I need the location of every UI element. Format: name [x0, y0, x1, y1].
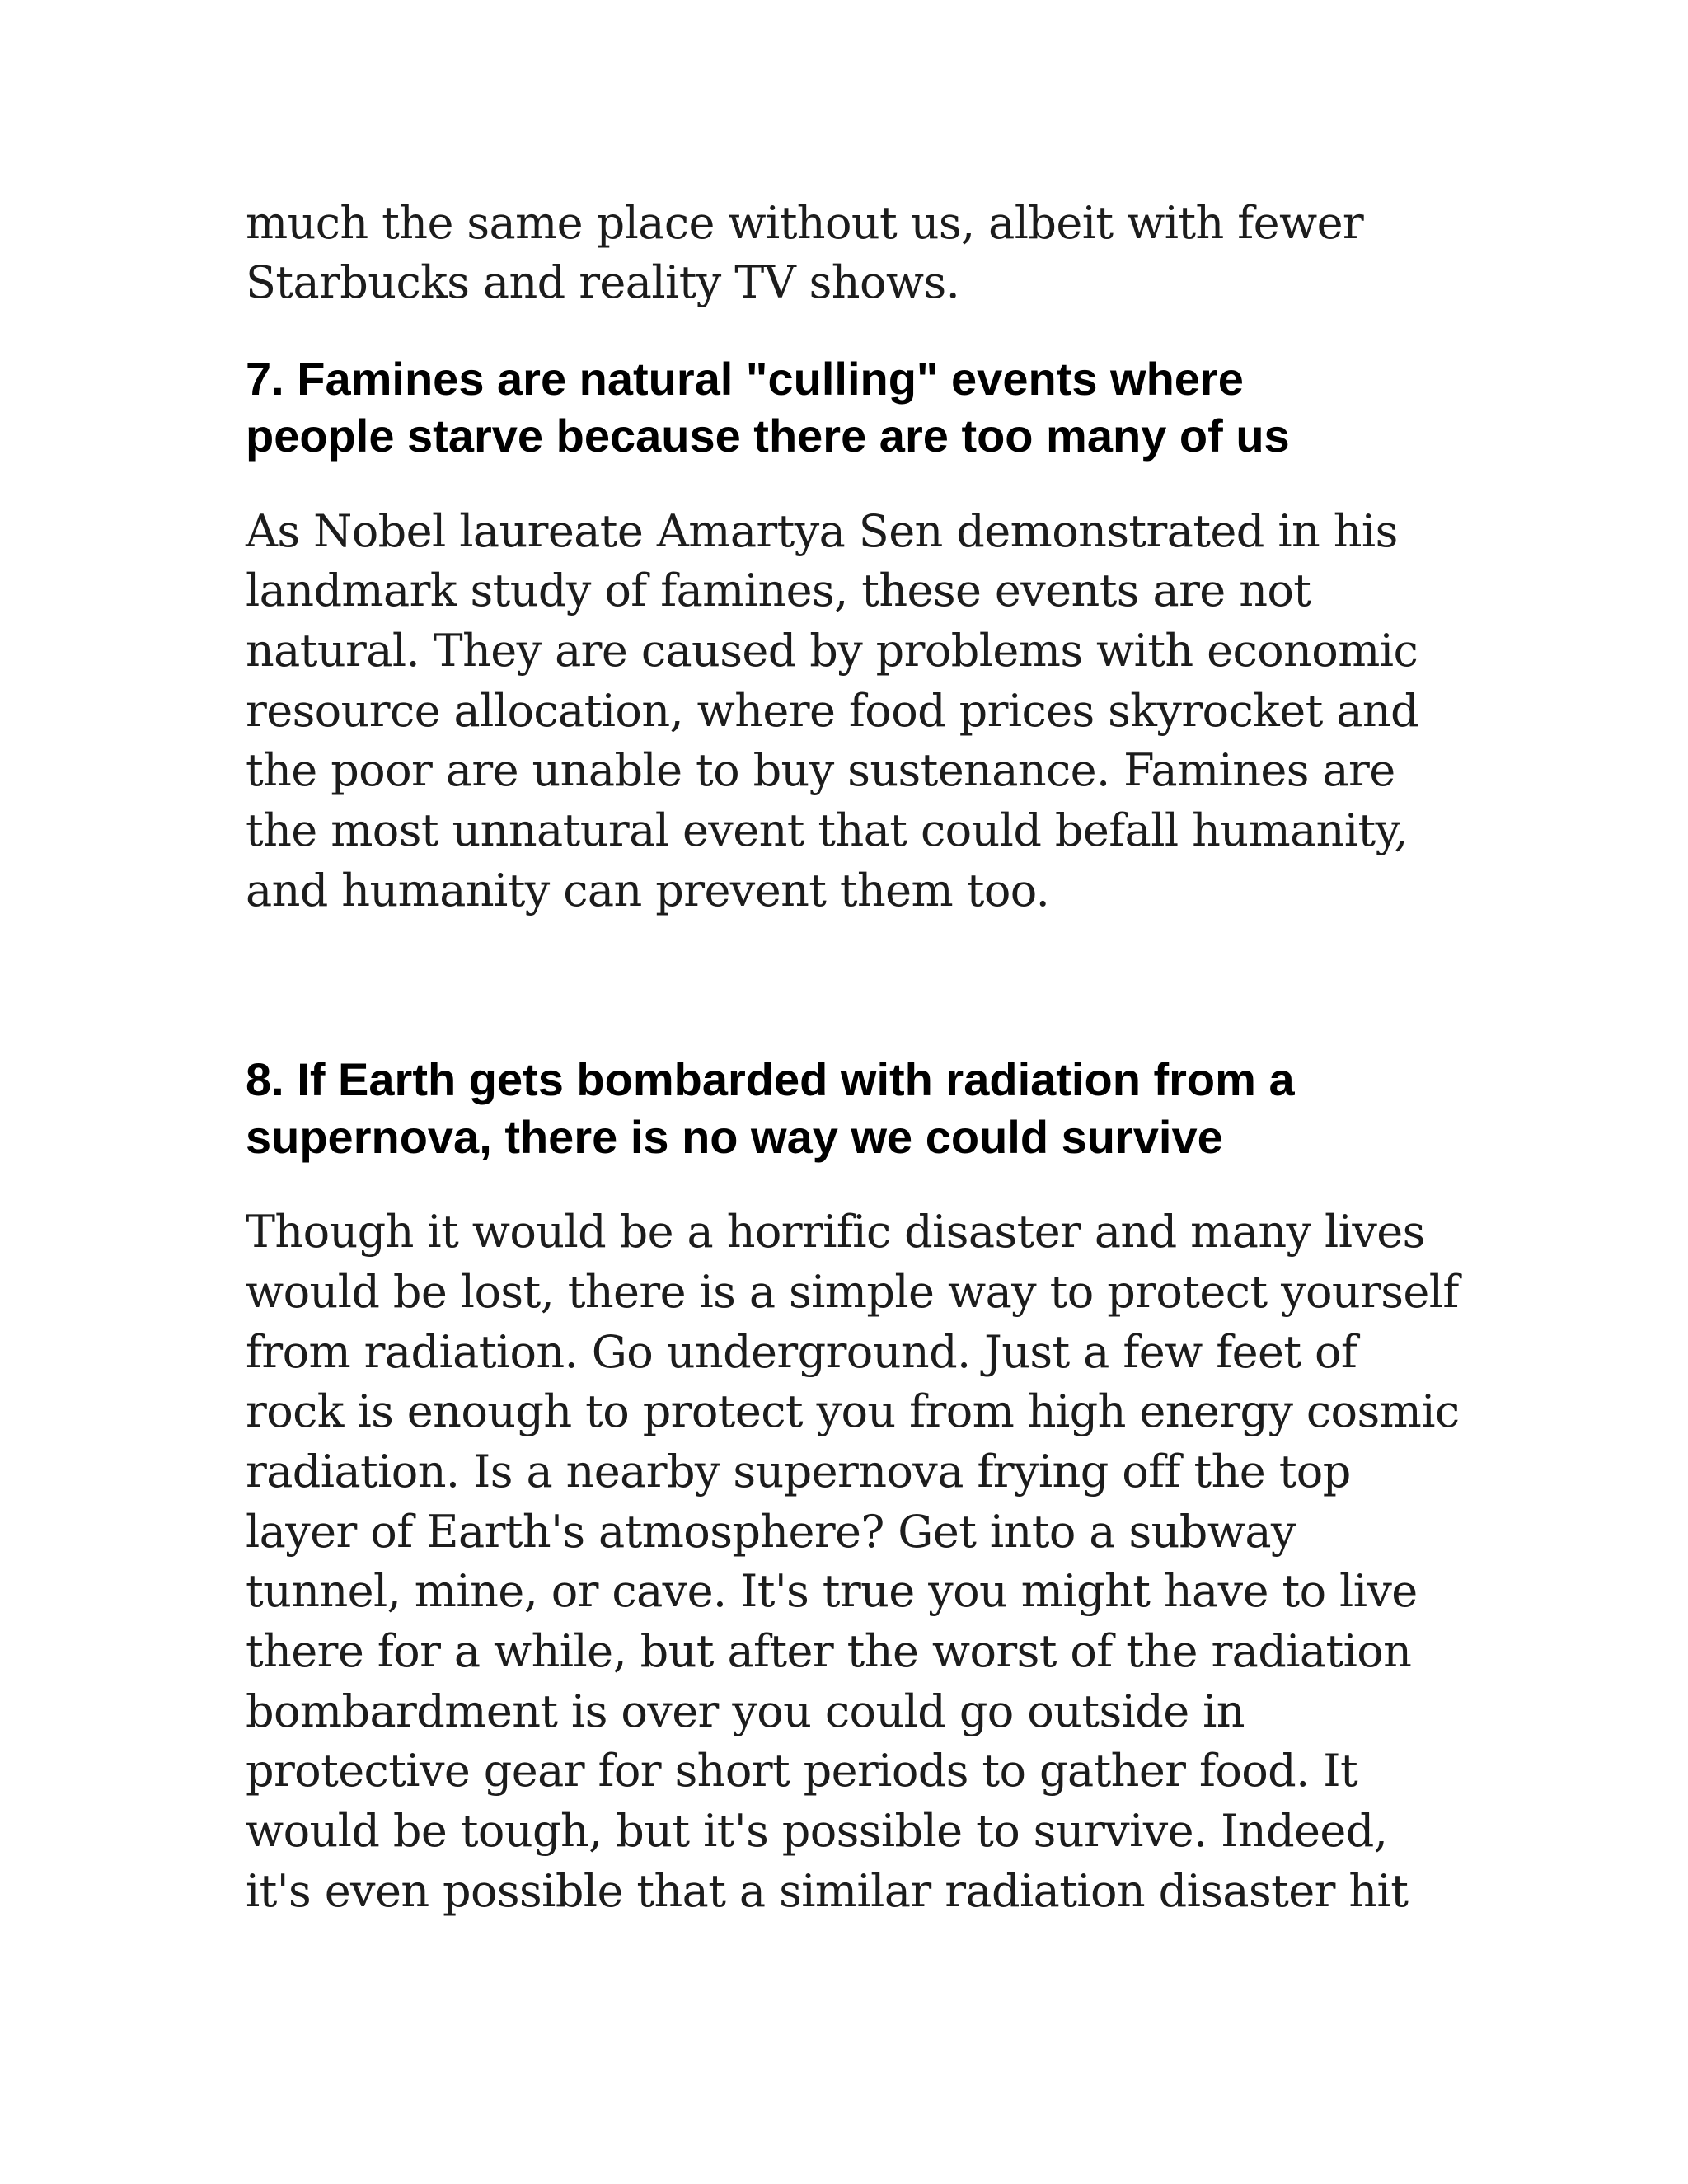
- text-line: radiation. Is a nearby supernova frying off the top: [246, 1446, 1351, 1497]
- heading-line: 8. If Earth gets bombarded with radiation from a: [246, 1053, 1295, 1105]
- text-line: rock is enough to protect you from high energy cosmic: [246, 1385, 1460, 1437]
- heading-line: people starve because there are too many of us: [246, 410, 1290, 462]
- text-line: from radiation. Go underground. Just a few feet of: [246, 1326, 1357, 1378]
- text-line: there for a while, but after the worst of the radiation: [246, 1625, 1412, 1677]
- text-line: protective gear for short periods to gather food. It: [246, 1745, 1358, 1797]
- text-line: landmark study of famines, these events are not: [246, 565, 1311, 616]
- text-line: and humanity can prevent them too.: [246, 865, 1050, 916]
- text-line: bombardment is over you could go outside in: [246, 1685, 1245, 1737]
- text-line: would be lost, there is a simple way to protect yourself: [246, 1266, 1459, 1318]
- text-line: natural. They are caused by problems with economic: [246, 625, 1418, 677]
- text-line: resource allocation, where food prices skyrocket and: [246, 685, 1418, 737]
- text-line: much the same place without us, albeit with fewer: [246, 197, 1364, 249]
- heading-line: 7. Famines are natural "culling" events where: [246, 353, 1244, 405]
- heading-line: supernova, there is no way we could survive: [246, 1111, 1223, 1163]
- text-line: tunnel, mine, or cave. It's true you might have to live: [246, 1565, 1418, 1617]
- text-line: the most unnatural event that could befall humanity,: [246, 804, 1408, 856]
- text-line: Though it would be a horrific disaster and many lives: [246, 1206, 1425, 1258]
- text-line: it's even possible that a similar radiation disaster hit: [246, 1865, 1409, 1917]
- text-line: Starbucks and reality TV shows.: [246, 256, 960, 308]
- text-line: layer of Earth's atmosphere? Get into a subway: [246, 1506, 1296, 1558]
- text-line: the poor are unable to buy sustenance. Famines are: [246, 744, 1395, 796]
- text-line: As Nobel laureate Amartya Sen demonstrated in his: [246, 505, 1398, 557]
- text-line: would be tough, but it's possible to survive. Indeed,: [246, 1805, 1388, 1857]
